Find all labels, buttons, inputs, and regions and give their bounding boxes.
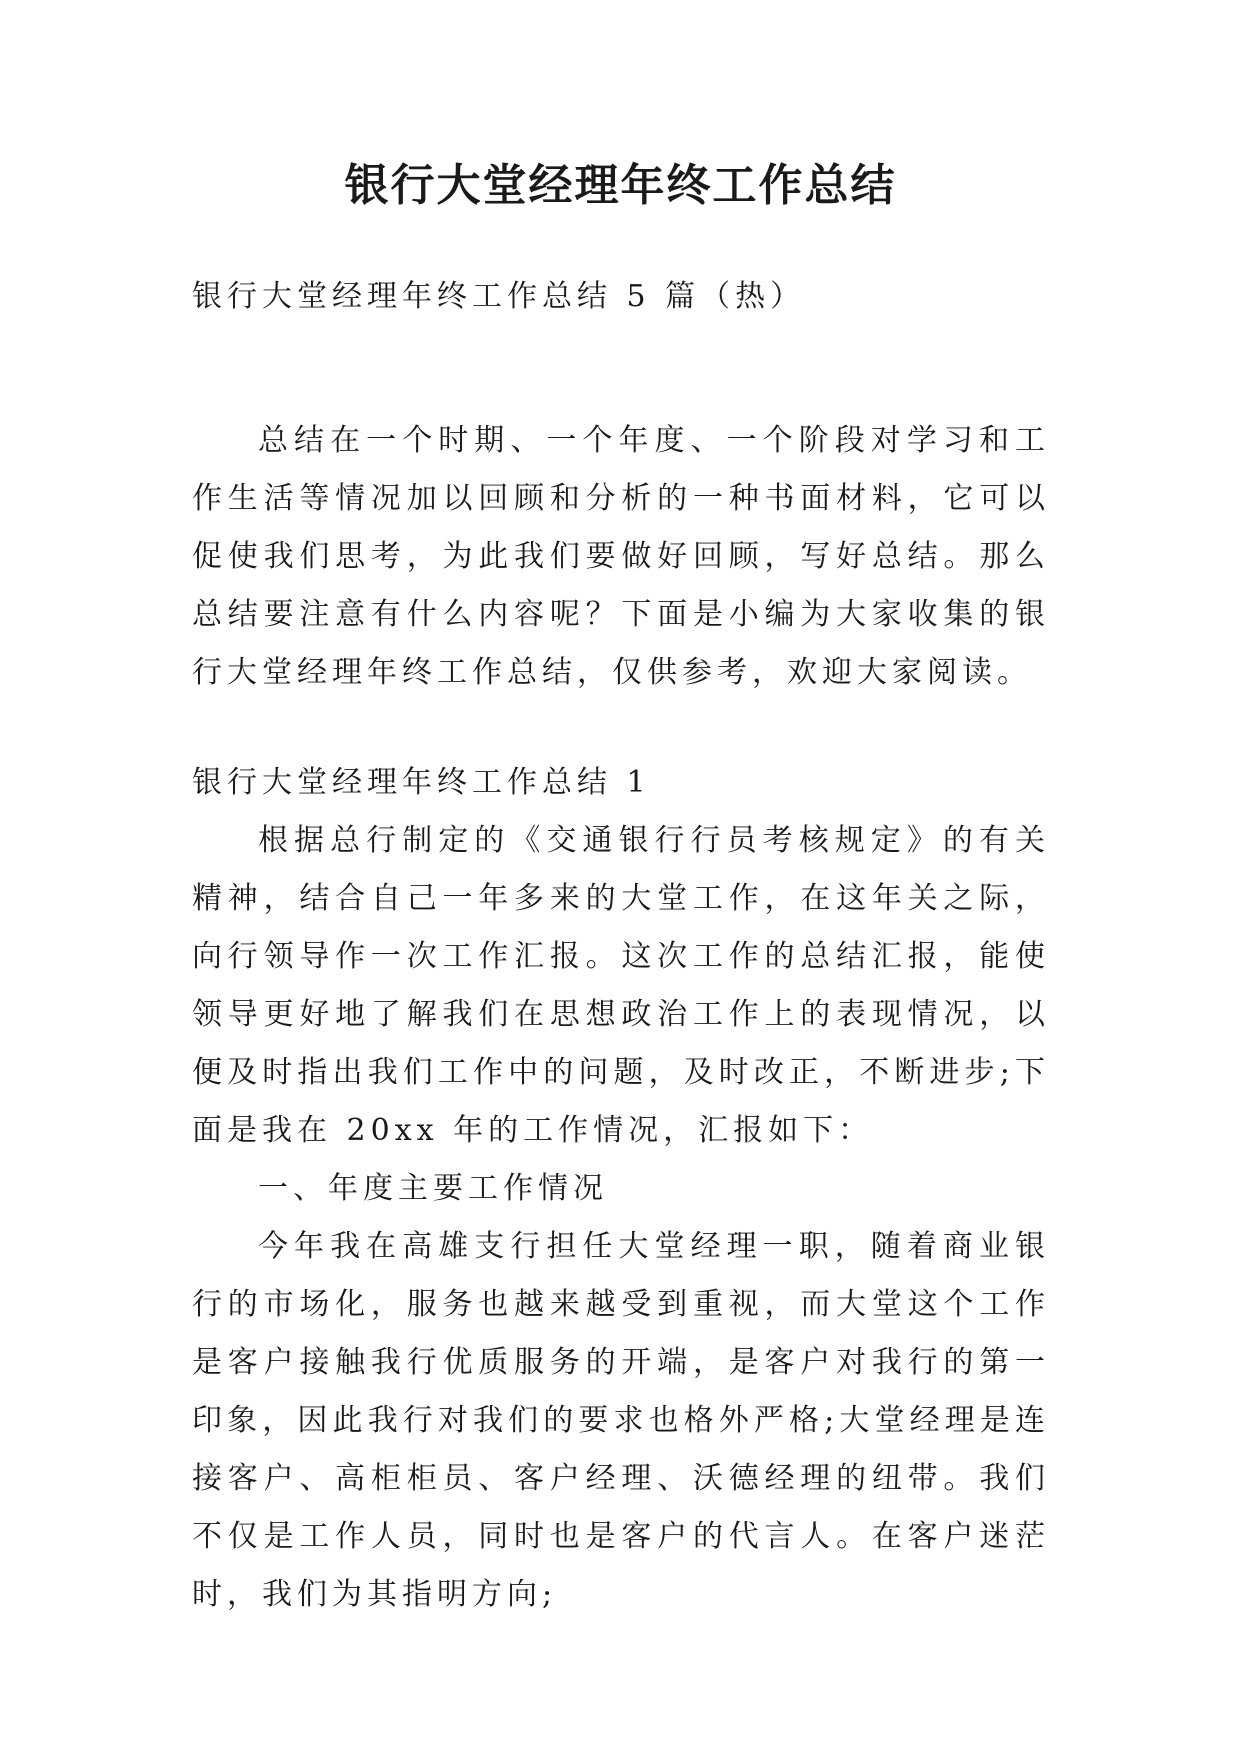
document-title: 银行大堂经理年终工作总结 (344, 160, 897, 211)
body-paragraph-2: 今年我在高雄支行担任大堂经理一职，随着商业银行的市场化，服务也越来越受到重视，而大堂这个工作是客户接触我行优质服务的开端，是客户对我行的第一印象，因此我行对我们的要求也格外严格;大堂经理是连接客户、高柜柜员、客户经理、沃德经理的纽带。我们不仅是工作人员，同时也是客户的代言人。在客户迷茫时，我们为其指明方向; (192, 1229, 1050, 1612)
document-subtitle: 银行大堂经理年终工作总结 5 篇（热） (192, 279, 806, 314)
intro-paragraph: 总结在一个时期、一个年度、一个阶段对学习和工作生活等情况加以回顾和分析的一种书面材料，它可以促使我们思考，为此我们要做好回顾，写好总结。那么总结要注意有什么内容呢？下面是小编为大家收集的银行大堂经理年终工作总结，仅供参考，欢迎大家阅读。 (192, 423, 1050, 690)
section-heading: 银行大堂经理年终工作总结 1 (192, 765, 651, 800)
body-paragraph-1: 根据总行制定的《交通银行行员考核规定》的有关精神，结合自己一年多来的大堂工作，在这年关之际，向行领导作一次工作汇报。这次工作的总结汇报，能使领导更好地了解我们在思想政治工作上的表现情况，以便及时指出我们工作中的问题，及时改正，不断进步;下面是我在 20xx 年的工作情况，汇报如下： (192, 823, 1050, 1148)
subsection-heading: 一、年度主要工作情况 (258, 1171, 608, 1206)
